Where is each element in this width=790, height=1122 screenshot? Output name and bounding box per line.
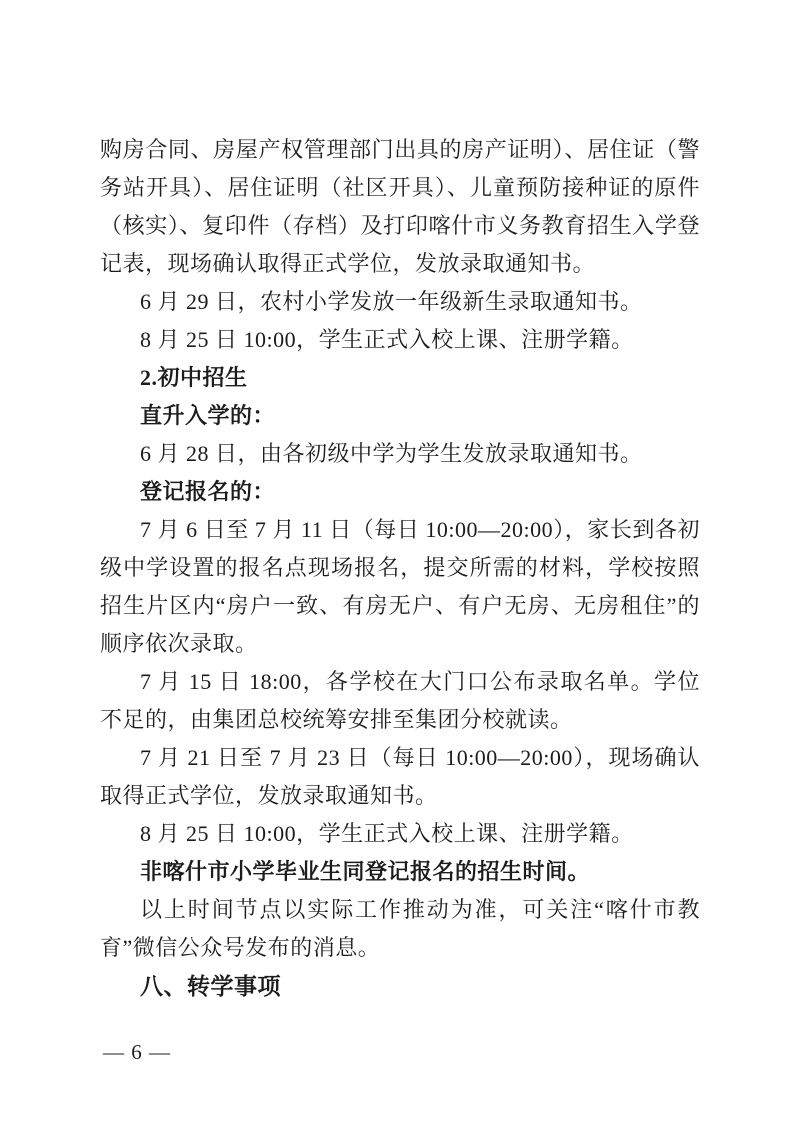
page-number: — 6 — — [103, 1040, 171, 1064]
paragraph: 8 月 25 日 10:00，学生正式入校上课、注册学籍。 — [140, 821, 634, 846]
paragraph: 以上时间节点以实际工作推动为准，可关注“喀什市教育”微信公众号发布的消息。 — [100, 897, 700, 960]
paragraph: 7 月 15 日 18:00，各学校在大门口公布录取名单。学位不足的，由集团总校统筹安排至集团分校就读。 — [100, 669, 700, 732]
paragraph: 购房合同、房屋产权管理部门出具的房产证明）、居住证（警务站开具）、居住证明（社区开具）、儿童预防接种证的原件（核实）、复印件（存档）及打印喀什市义务教育招生入学登记表，现场确认取得正式学位，发放录取通知书。 — [100, 137, 700, 276]
paragraph: 6 月 29 日，农村小学发放一年级新生录取通知书。 — [140, 289, 643, 314]
paragraph: 6 月 28 日，由各初级中学为学生发放录取通知书。 — [140, 441, 643, 466]
document-body — [100, 131, 700, 1005]
subheading: 直升入学的： — [140, 403, 276, 428]
subheading: 2.初中招生 — [140, 365, 248, 390]
subheading: 登记报名的： — [140, 479, 276, 504]
paragraph: 7 月 6 日至 7 月 11 日（每日 10:00—20:00），家长到各初级中学设置的报名点现场报名，提交所需的材料，学校按照招生片区内“房户一致、有房无户、有户无房、无房租住”的顺序依次录取。 — [100, 517, 700, 656]
paragraph: 8 月 25 日 10:00，学生正式入校上课、注册学籍。 — [140, 327, 634, 352]
subheading: 非喀什市小学毕业生同登记报名的招生时间。 — [140, 859, 591, 884]
section-heading: 八、转学事项 — [140, 973, 281, 999]
paragraph: 7 月 21 日至 7 月 23 日（每日 10:00—20:00），现场确认取得正式学位，发放录取通知书。 — [100, 745, 700, 808]
